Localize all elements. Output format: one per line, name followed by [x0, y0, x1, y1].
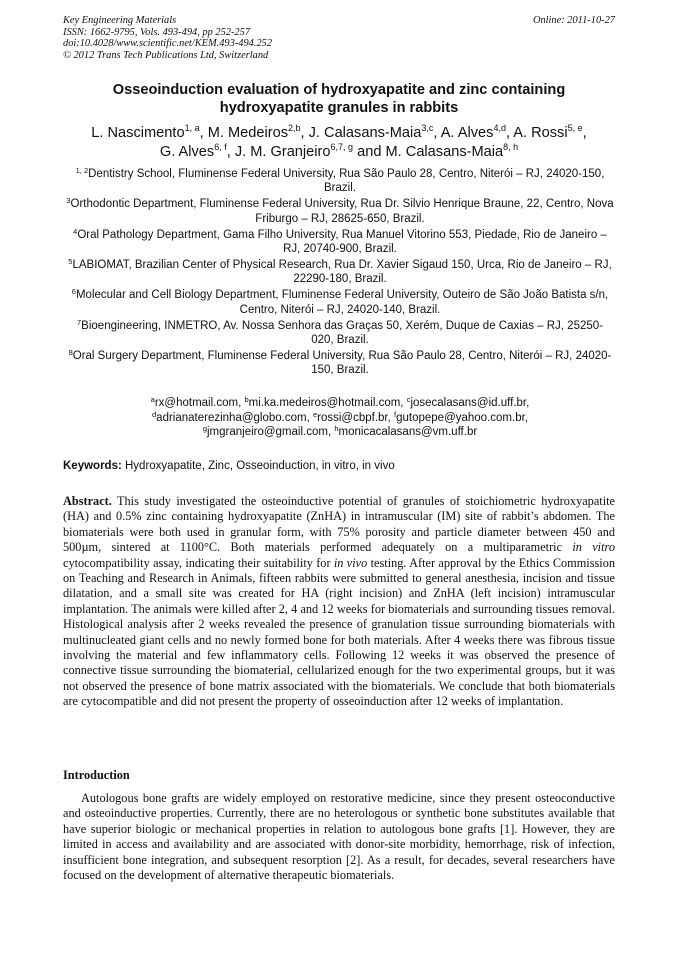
- author-affiliation-mark: 6,7, g: [330, 142, 354, 152]
- email-mark: d: [152, 409, 157, 419]
- abstract-text-run: This study investigated the osteoinductive potential of granules of stoichiometric hydroxyapatite (HA) and 0.5% zinc containing hydroxyapatite (ZnHA) in intramuscular (IM) site of rabbit’s abdomen. The biomaterials were both used in granular form, with 75% porosity and particle diameter between 450 and 500µm, sintered at 1100°C. Both materials performed adequately on a multiparametric: [63, 494, 615, 555]
- author-name: L. Nascimento: [91, 125, 185, 141]
- affiliation-text: Orthodontic Department, Fluminense Federal University, Rua Dr. Silvio Henrique Braune, 22, Centro, Nova Friburgo – RJ, 28625-650, Brazil.: [70, 198, 614, 225]
- author-affiliation-mark: 2,b: [288, 123, 301, 133]
- email-mark: e: [312, 409, 318, 419]
- email: [152, 409, 313, 424]
- author: [91, 125, 199, 141]
- abstract: [63, 494, 615, 710]
- keywords-label: Keywords:: [63, 460, 122, 472]
- author-name: A. Rossi: [513, 125, 568, 141]
- email-address: mi.ka.medeiros@hotmail.com,: [248, 397, 407, 409]
- email-mark: c: [406, 395, 411, 404]
- affiliation: [66, 349, 614, 378]
- title-line-2: hydroxyapatite granules in rabbits: [219, 99, 459, 116]
- affiliation: [66, 319, 614, 348]
- paper-title: [63, 82, 615, 117]
- author: [309, 125, 434, 141]
- affiliation-text: Molecular and Cell Biology Department, Fluminense Federal University, Outeiro de São João Batista s/n, Centro, Niterói – RJ, 24020-140, Brazil.: [75, 289, 609, 316]
- affiliation-text: Oral Surgery Department, Fluminense Federal University, Rua São Paulo 28, Centro, Niterói – RJ, 24020-150, Brazil.: [72, 349, 612, 377]
- issn-line: ISSN: 1662-9795, Vols. 493-494, pp 252-257: [63, 26, 251, 38]
- abstract-text: [63, 494, 615, 708]
- email-address: monicacalasans@vm.uff.br: [338, 426, 478, 439]
- author: [235, 144, 353, 160]
- doi-line: doi:10.4028/www.scientific.net/KEM.493-494.252: [63, 38, 273, 50]
- affiliation-text: LABIOMAT, Brazilian Center of Physical Research, Rua Dr. Xavier Sigaud 150, Urca, Rio de Janeiro – RJ, 22290-180, Brazil.: [72, 258, 612, 286]
- abstract-label: Abstract.: [63, 494, 112, 508]
- author: [160, 144, 227, 160]
- email-mark: g: [202, 424, 207, 434]
- email-address: gutopepe@yahoo.com.br,: [396, 411, 528, 424]
- email-address: jmgranjeiro@gmail.com,: [206, 426, 335, 439]
- affiliation-number: 6: [71, 287, 76, 297]
- affiliation: [66, 197, 614, 226]
- title-line-1: Osseoinduction evaluation of hydroxyapatite and zinc containing: [112, 82, 566, 98]
- author-name: J. M. Granjeiro: [234, 144, 331, 160]
- email-address: adrianaterezinha@globo.com,: [156, 411, 313, 424]
- affiliation-number: 7: [77, 317, 82, 327]
- email-mark: h: [334, 424, 339, 434]
- affiliation: [66, 167, 614, 196]
- affiliation-list: [66, 167, 614, 379]
- affiliation-number: 8: [68, 347, 73, 357]
- email: [151, 397, 245, 409]
- affiliation-number: 3: [66, 196, 71, 206]
- email: [394, 409, 528, 424]
- journal-name: Key Engineering Materials: [63, 15, 177, 26]
- keywords-text: Hydroxyapatite, Zinc, Osseoinduction, in vitro, in vivo: [125, 460, 395, 472]
- introduction-paragraph: Autologous bone grafts are widely employed on restorative medicine, since they present osteoconductive and osteoinductive properties. Currently, there are no heterologous or synthetic bone substitutes available that have superior biologic or mechanical properties in relation to autologous bone grafts [1]. However, they are limited in access and availability and are associated with donor-site morbidity, hemorrhage, risk of infection, insufficient bone integration, and subsequent resorption [2]. As a result, for decades, several researchers have focused on the development of alternative therapeutic biomaterials.: [63, 791, 615, 883]
- email: [203, 426, 335, 438]
- copyright-line: © 2012 Trans Tech Publications Ltd, Switzerland: [63, 49, 269, 61]
- author-name: M. Medeiros: [207, 125, 288, 141]
- affiliation-number: 5: [68, 256, 73, 266]
- affiliation-text: Oral Pathology Department, Gama Filho University, Rua Manuel Vitorino 553, Piedade, Rio de Janeiro – RJ, 20740-900, Brazil.: [77, 228, 607, 256]
- author-name: A. Alves: [440, 125, 494, 141]
- affiliation-number: 1, 2: [75, 166, 89, 175]
- author: [386, 144, 519, 160]
- author-affiliation-mark: 3,c: [421, 123, 434, 133]
- abstract-text-run: testing. After approval by the Ethics Commission on Teaching and Research in Animals, fifteen rabbits were submitted to general anesthesia, incision and tissue dilatation, and a small site was created for HA (right incision) and ZnHA (left incision) intramuscular implantation. The animals were killed after 2, 4 and 12 weeks for biomaterials and surrounding tissues removal. Histological analysis after 2 weeks revealed the presence of granulation tissue surrounding biomaterials with multinucleated giant cells and no newly formed bone for both materials. After 4 weeks there was fibrous tissue involving the material and few inflammatory cells. Following 12 weeks it was observed the presence of connective tissue surrounding the biomaterial, cellularized enough for the two experimental groups, but it was not observed the presence of bone matrix associated with the biomaterials. We conclude that both biomaterials are cytocompatible and did not present the property of osseoinduction after 12 weeks of implantation.: [63, 555, 615, 709]
- email: [312, 409, 397, 424]
- email-mark: a: [150, 395, 155, 404]
- affiliation-text: Bioengineering, INMETRO, Av. Nossa Senhora das Graças 50, Xerém, Duque de Caxias – RJ, 25250-020, Brazil.: [81, 319, 603, 346]
- abstract-italic-term: in vitro: [572, 540, 615, 555]
- keywords: [63, 460, 615, 472]
- email-address: josecalasans@id.uff.br,: [410, 397, 530, 409]
- author-affiliation-mark: 8, h: [503, 142, 519, 152]
- author: [208, 125, 301, 141]
- author: [513, 125, 582, 141]
- author-name: M. Calasans-Maia: [385, 144, 504, 160]
- email: [407, 397, 530, 409]
- email-address: rossi@cbpf.br,: [317, 411, 395, 424]
- author-affiliation-mark: 5, e: [567, 123, 583, 133]
- affiliation: [66, 228, 614, 257]
- author-list: L. Nascimento$^{1, a}$, M. Medeiros$^{2,b}$, J. Calasans-Maia$^{3,c}$, A. Alves$^{4,d}$, A. Rossi$^{5, e}$, G. Alves$^{6, f}$, J. M. Granjeiro$^{6,7, g}$ and M. Calasans-Maia$^{8, h}$: [91, 123, 587, 160]
- author-affiliation-mark: 1, a: [184, 123, 200, 133]
- affiliation: [66, 258, 614, 287]
- author-affiliation-mark: 6, f: [214, 142, 227, 152]
- email: [244, 397, 406, 409]
- email-list: [66, 396, 614, 440]
- email-mark: f: [394, 409, 397, 419]
- email-mark: b: [244, 395, 249, 404]
- affiliation-text: Dentistry School, Fluminense Federal University, Rua São Paulo 28, Centro, Niterói – RJ, 24020-150, Brazil.: [88, 168, 605, 195]
- author-name: G. Alves: [159, 144, 215, 160]
- abstract-italic-term: in vivo: [333, 555, 368, 570]
- section-heading-introduction: Introduction: [63, 768, 130, 782]
- author: [441, 125, 506, 141]
- email: [334, 426, 477, 438]
- author-affiliation-mark: 4,d: [493, 123, 506, 133]
- running-header: [63, 15, 615, 61]
- author-name: J. Calasans-Maia: [308, 125, 422, 141]
- online-date: Online: 2011-10-27: [532, 15, 615, 26]
- abstract-text-run: cytocompatibility assay, indicating their suitability for: [63, 555, 334, 570]
- affiliation: [66, 288, 614, 317]
- email-address: rx@hotmail.com,: [154, 397, 245, 409]
- affiliation-number: 4: [73, 226, 78, 236]
